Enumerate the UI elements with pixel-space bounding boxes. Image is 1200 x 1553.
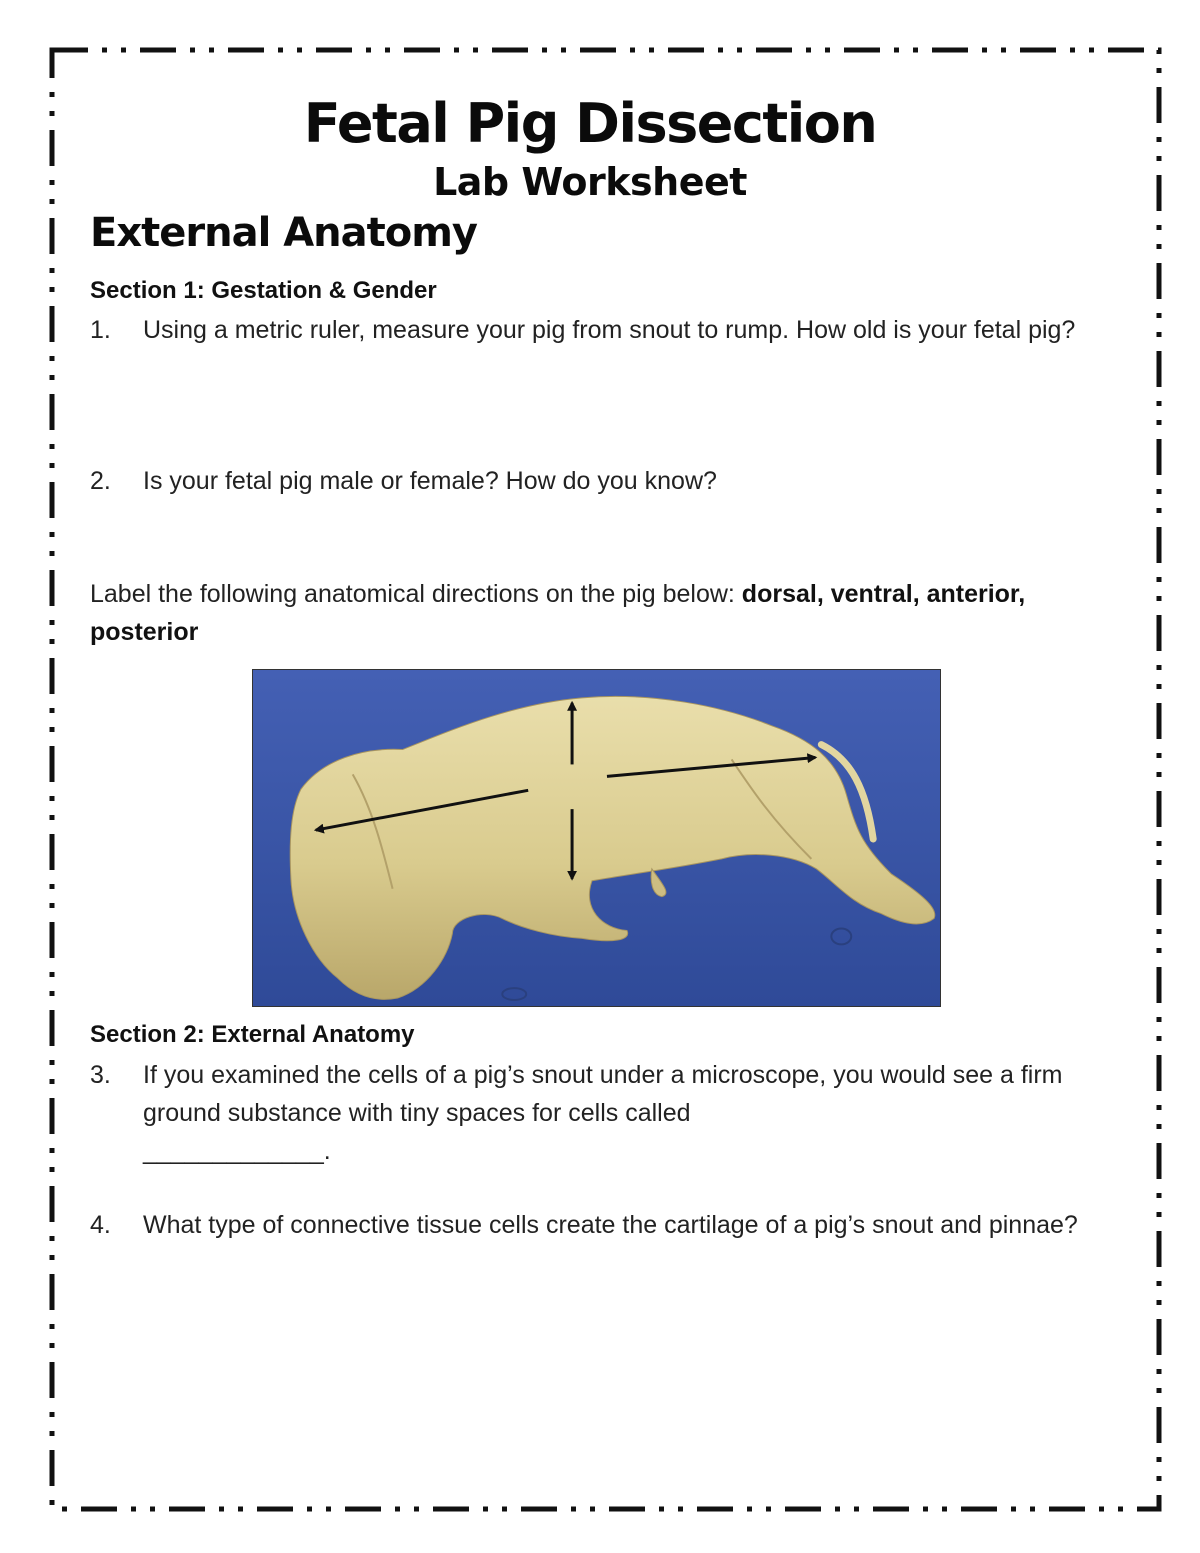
worksheet-subtitle: Lab Worksheet (433, 160, 747, 204)
question-3 (90, 1056, 1080, 1170)
direction-terms: dorsal, ventral, anterior, posterior (90, 580, 1026, 646)
question-2 (90, 462, 1080, 500)
question-text: If you examined the cells of a pig’s snout under a microscope, you would see a firm ground substance with tiny spaces for cells called (143, 1061, 1063, 1127)
question-text: What type of connective tissue cells create the cartilage of a pig’s snout and pinnae? (143, 1211, 1078, 1239)
pig-photo (252, 669, 941, 1007)
worksheet-title: Fetal Pig Dissection (303, 92, 877, 155)
page-heading: External Anatomy (90, 210, 477, 256)
question-1 (90, 311, 1080, 349)
instruction-text: Label the following anatomical directions on the pig below: (90, 580, 742, 608)
question-number: 1. (90, 316, 111, 344)
question-4 (90, 1206, 1080, 1244)
question-number: 3. (90, 1061, 111, 1089)
answer-blank: _____________. (143, 1137, 331, 1165)
section-2-heading: Section 2: External Anatomy (90, 1021, 415, 1048)
question-text: Using a metric ruler, measure your pig from snout to rump. How old is your fetal pig? (143, 316, 1076, 344)
question-number: 4. (90, 1211, 111, 1239)
question-number: 2. (90, 467, 111, 495)
labeling-instruction (90, 575, 1080, 651)
question-text: Is your fetal pig male or female? How do you know? (143, 467, 717, 495)
section-1-heading: Section 1: Gestation & Gender (90, 277, 437, 304)
